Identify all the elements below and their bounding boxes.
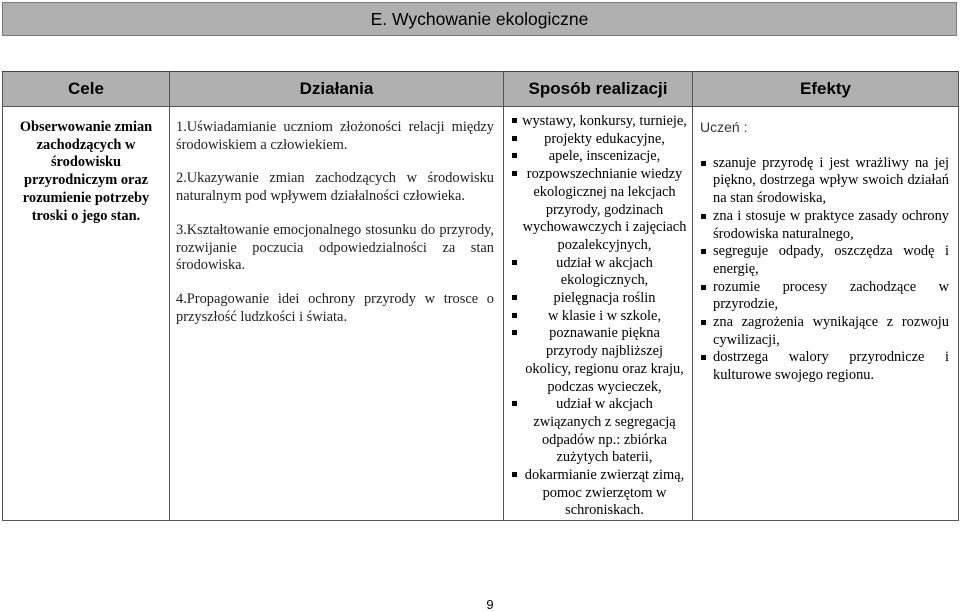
sposob-list (511, 113, 687, 520)
list-item: pielęgnacja roślin (511, 290, 687, 308)
cele-cell (3, 107, 170, 521)
sposob-realizacji-cell (504, 107, 693, 521)
list-item: wystawy, konkursy, turnieje, (511, 113, 687, 131)
list-item: rozumie procesy zachodzące w przyrodzie, (700, 279, 949, 314)
header-row (3, 72, 959, 107)
efekty-list (700, 155, 949, 385)
dzialania-cell (170, 107, 504, 521)
list-item: poznawanie piękna przyrody najbliższej okolicy, regionu oraz kraju, podczas wycieczek, (511, 325, 687, 396)
page-number: 9 (486, 597, 494, 612)
dzialanie-item: 3.Kształtowanie emocjonalnego stosunku do przyrody, rozwijanie poczucia odpowiedzialności za stan środowiska. (176, 221, 494, 274)
section-title: E. Wychowanie ekologiczne (2, 2, 957, 36)
header-sposob-realizacji: Sposób realizacji (504, 72, 693, 107)
dzialanie-item: 2.Ukazywanie zmian zachodzących w środowisku naturalnym pod wpływem działalności człowieka. (176, 170, 494, 205)
list-item: dokarmianie zwierząt zimą, pomoc zwierzętom w schroniskach. (511, 467, 687, 520)
dzialanie-item: 4.Propagowanie idei ochrony przyrody w trosce o przyszłość ludzkości i świata. (176, 290, 494, 325)
header-cele: Cele (3, 72, 170, 107)
efekty-cell (693, 107, 959, 521)
header-dzialania: Działania (170, 72, 504, 107)
list-item: zna zagrożenia wynikające z rozwoju cywilizacji, (700, 314, 949, 349)
list-item: segreguje odpady, oszczędza wodę i energię, (700, 243, 949, 278)
list-item: zna i stosuje w praktyce zasady ochrony środowiska naturalnego, (700, 208, 949, 243)
table-row (3, 107, 959, 521)
dzialanie-item: 1.Uświadamianie uczniom złożoności relacji między środowiskiem a człowiekiem. (176, 119, 494, 153)
header-efekty: Efekty (693, 72, 959, 107)
list-item: rozpowszechnianie wiedzy ekologicznej na lekcjach przyrody, godzinach wychowawczych i zajęciach pozalekcyjnych, (511, 166, 687, 255)
cele-text: Obserwowanie zmian zachodzących w środowisku przyrodniczym oraz rozumienie potrzeby troski o jego stan. (19, 119, 153, 224)
efekty-lead: Uczeń : (700, 119, 748, 135)
list-item: dostrzega walory przyrodnicze i kulturowe swojego regionu. (700, 349, 949, 384)
list-item: w klasie i w szkole, (511, 308, 687, 326)
list-item: szanuje przyrodę i jest wrażliwy na jej piękno, dostrzega wpływ swoich działań na stan środowiska, (700, 155, 949, 208)
list-item: udział w akcjach związanych z segregacją odpadów np.: zbiórka zużytych baterii, (511, 396, 687, 467)
list-item: apele, inscenizacje, (511, 148, 687, 166)
list-item: udział w akcjach ekologicznych, (511, 255, 687, 290)
education-plan-table (2, 71, 959, 521)
list-item: projekty edukacyjne, (511, 131, 687, 149)
